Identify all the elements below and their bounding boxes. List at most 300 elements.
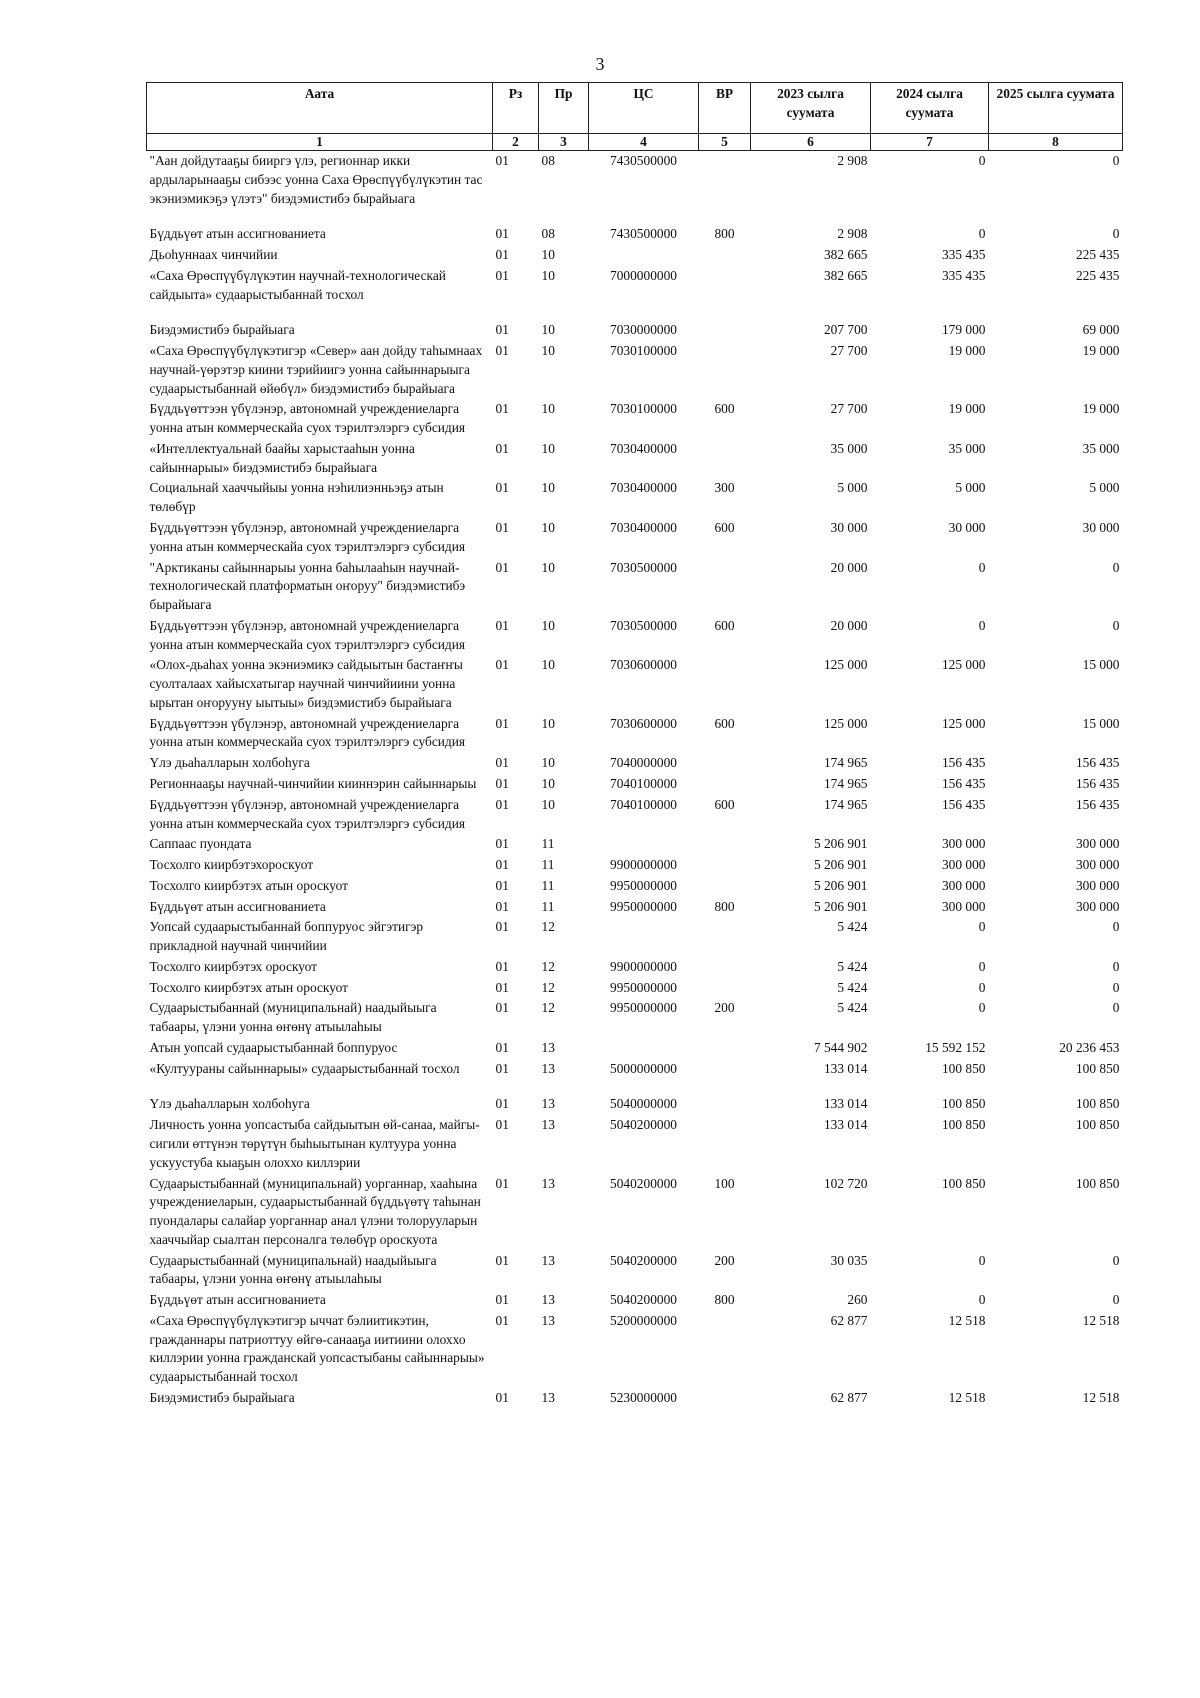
row-amount-2023: 27 700 [830,343,868,359]
row-rz-cell: 01 [495,755,509,771]
row-amount-2025: 0 [1112,919,1120,935]
row-name-cell: Судаарыстыбаннай (муниципальнай) уорганнар, хааһына учреждениеларын, судаарыстыбаннай бүддьүөтү таһынан пуондалары салайар уорганнар анал үлэни толорууларын хааччыйар сыалтан персоналга төлөбүр ороскуота [149,1175,481,1247]
table-row [147,266,1123,321]
row-vr-cell [699,655,751,713]
row-amount-2023: 5 206 901 [813,857,868,873]
row-rz-cell: 01 [495,1060,509,1076]
header-pr: Пр [539,83,589,134]
row-cs-cell: 7430500000 [610,153,677,168]
row-amount-2025: 300 000 [1075,857,1120,873]
row-amount-2025: 12 518 [1082,1389,1120,1405]
row-amount-2025: 100 850 [1075,1096,1120,1112]
row-cs-cell: 5040200000 [610,1117,677,1133]
column-number: 5 [699,134,751,151]
row-cs-cell: 5200000000 [610,1312,677,1328]
row-rz-cell: 01 [495,440,509,456]
row-amount-2024: 0 [978,1000,986,1016]
row-rz-cell: 01 [495,1039,509,1055]
row-name-cell: Биэдэмистибэ бырайыага [149,1389,295,1405]
table-row [147,1174,1123,1251]
row-pr-cell: 11 [541,836,555,852]
header-2024: 2024 сылга суумата [871,83,989,134]
row-rz-cell: 01 [495,617,509,633]
row-amount-2025: 69 000 [1082,322,1120,338]
row-amount-2025: 0 [1112,226,1120,242]
row-amount-2023: 5 206 901 [813,836,868,852]
row-rz-cell: 01 [495,1096,509,1112]
row-amount-2024: 156 435 [941,755,986,771]
column-number: 3 [539,134,589,151]
table-row [147,834,1123,855]
row-amount-2025: 20 236 453 [1059,1039,1120,1055]
row-name-cell: Саппаас пуондата [149,836,252,852]
row-name-cell: «Олох-дьаһах уонна экэниэмикэ сайдыытын бастаҥҥы суолталаах хайысхатыгар научнай чинчийиини уонна ырытан оҥорууну ыытыы» биэдэмистибэ бырайыага [149,657,463,710]
row-amount-2023: 102 720 [823,1175,868,1191]
row-amount-2024: 335 435 [941,247,986,263]
row-cs-cell: 5040200000 [610,1252,677,1268]
row-rz-cell: 01 [495,958,509,974]
row-pr-cell: 10 [541,247,555,263]
row-amount-2024: 12 518 [948,1312,986,1328]
row-pr-cell: 08 [541,153,555,168]
row-name-cell: Тосхолго киирбэтэх ороскуот [149,958,318,974]
row-name-cell: Тосхолго киирбэтэх атын ороскуот [149,979,348,995]
row-vr-cell [699,774,751,795]
row-vr-cell [699,753,751,774]
row-cs-cell: 7040100000 [610,796,677,812]
row-name-cell: Биэдэмистибэ бырайыага [149,322,295,338]
row-amount-2024: 5 000 [955,480,986,496]
row-rz-cell: 01 [495,322,509,338]
row-cs-cell: 9950000000 [610,898,677,914]
column-number: 6 [751,134,871,151]
row-cs-cell: 7030100000 [610,343,677,359]
row-name-cell: Тосхолго киирбэтэх атын ороскуот [149,877,348,893]
row-rz-cell: 01 [495,1117,509,1133]
row-vr-cell: 100 [714,1175,735,1191]
row-vr-cell [699,1311,751,1388]
row-name-cell: Судаарыстыбаннай (муниципальнай) наадыйыыга табаары, үлэни уонна өҥөнү атыылаһыы [149,1000,437,1035]
row-vr-cell [699,151,751,225]
row-cs-cell: 9900000000 [610,857,677,873]
row-name-cell: «Саха Өрөспүүбүлүкэтин научнай-технологическай сайдыыта» судаарыстыбаннай тосхол [149,267,446,302]
row-vr-cell [699,917,751,957]
row-vr-cell: 600 [714,520,735,536]
row-cs-cell: 7040100000 [610,775,677,791]
row-rz-cell: 01 [495,520,509,536]
row-amount-2023: 133 014 [823,1117,868,1133]
row-amount-2023: 5 206 901 [813,877,868,893]
row-pr-cell: 11 [541,877,555,893]
row-amount-2023: 30 035 [830,1252,868,1268]
row-vr-cell [699,320,751,341]
row-name-cell: Үлэ дьаһалларын холбоһуга [149,1096,310,1112]
row-amount-2024: 19 000 [948,401,986,417]
table-row [147,753,1123,774]
header-vr: ВР [699,83,751,134]
row-amount-2023: 5 000 [837,480,868,496]
column-number: 7 [871,134,989,151]
row-amount-2024: 0 [978,958,986,974]
row-amount-2023: 125 000 [823,657,868,673]
row-pr-cell: 10 [541,657,555,673]
row-amount-2023: 125 000 [823,715,868,731]
row-amount-2024: 100 850 [941,1175,986,1191]
row-amount-2023: 5 424 [837,979,868,995]
row-amount-2023: 260 [847,1292,868,1308]
row-pr-cell: 13 [541,1175,555,1191]
row-name-cell: «Саха Өрөспүүбүлүкэтигэр ыччат бэлиитикэтин, гражданнары патриоттуу өйгө-санааҕа иитиини олоххо киллэрии уонна гражданскай уопсастыбаны сайыннарыы» судаарыстыбаннай тосхол [149,1312,485,1385]
row-name-cell: Үлэ дьаһалларын холбоһуга [149,755,310,771]
row-vr-cell [699,1094,751,1115]
row-amount-2023: 62 877 [830,1389,868,1405]
row-amount-2025: 0 [1112,979,1120,995]
row-vr-cell [699,245,751,266]
row-rz-cell: 01 [495,267,509,283]
row-cs-cell: 9950000000 [610,979,677,995]
row-cs-cell [589,834,699,855]
row-amount-2025: 156 435 [1075,755,1120,771]
row-rz-cell: 01 [495,898,509,914]
table-row [147,478,1123,518]
row-cs-cell: 7030400000 [610,480,677,496]
column-number: 4 [589,134,699,151]
row-rz-cell: 01 [495,796,509,812]
row-pr-cell: 10 [541,520,555,536]
row-rz-cell: 01 [495,657,509,673]
row-amount-2025: 100 850 [1075,1117,1120,1133]
table-row [147,1059,1123,1095]
row-vr-cell [699,855,751,876]
row-name-cell: Бүддьүөттээн үбүлэнэр, автономнай учреждениеларга уонна атын коммерческайа суох тэрилтэлэргэ субсидия [149,401,466,436]
table-row [147,341,1123,399]
row-amount-2023: 27 700 [830,401,868,417]
row-vr-cell: 600 [714,715,735,731]
row-pr-cell: 11 [541,898,555,914]
row-amount-2023: 174 965 [823,755,868,771]
row-rz-cell: 01 [495,226,509,242]
row-amount-2025: 0 [1112,617,1120,633]
row-pr-cell: 10 [541,796,555,812]
row-name-cell: Бүддьүөттээн үбүлэнэр, автономнай учреждениеларга уонна атын коммерческайа суох тэрилтэлэргэ субсидия [149,617,466,652]
table-row [147,714,1123,754]
table-row [147,151,1123,225]
row-rz-cell: 01 [495,480,509,496]
table-row [147,399,1123,439]
row-amount-2025: 5 000 [1089,480,1120,496]
row-amount-2023: 7 544 902 [813,1039,868,1055]
header-cs: ЦС [589,83,699,134]
row-amount-2024: 12 518 [948,1389,986,1405]
row-amount-2024: 100 850 [941,1096,986,1112]
row-pr-cell: 10 [541,401,555,417]
row-rz-cell: 01 [495,1389,509,1405]
row-pr-cell: 10 [541,322,555,338]
row-amount-2024: 0 [978,226,986,242]
table-row [147,1290,1123,1311]
row-amount-2023: 2 908 [837,153,868,168]
row-rz-cell: 01 [495,1292,509,1308]
row-amount-2025: 300 000 [1075,877,1120,893]
row-cs-cell: 7430500000 [610,226,677,242]
row-name-cell: Тосхолго киирбэтэхороскуот [149,857,314,873]
row-pr-cell: 10 [541,715,555,731]
table-row [147,978,1123,999]
header-2025: 2025 сылга суумата [989,83,1123,134]
row-vr-cell: 200 [714,1000,735,1016]
row-amount-2025: 0 [1112,1292,1120,1308]
row-amount-2023: 30 000 [830,520,868,536]
row-pr-cell: 08 [541,226,555,242]
row-amount-2025: 19 000 [1082,401,1120,417]
column-number: 2 [493,134,539,151]
table-row [147,917,1123,957]
row-name-cell: «Интеллектуальнай баайы харыстааһын уонна сайыннарыы» биэдэмистибэ бырайыага [149,440,415,475]
table-row [147,1094,1123,1115]
row-amount-2023: 20 000 [830,559,868,575]
row-amount-2023: 382 665 [823,247,868,263]
table-row [147,320,1123,341]
row-pr-cell: 13 [541,1117,555,1133]
row-rz-cell: 01 [495,775,509,791]
row-rz-cell: 01 [495,247,509,263]
row-amount-2025: 100 850 [1075,1175,1120,1191]
table-row [147,774,1123,795]
table-row [147,957,1123,978]
row-cs-cell: 5000000000 [610,1060,677,1076]
row-amount-2023: 5 206 901 [813,898,868,914]
row-pr-cell: 13 [541,1312,555,1328]
table-row [147,518,1123,558]
row-vr-cell [699,876,751,897]
row-name-cell: Бүддьүөттээн үбүлэнэр, автономнай учреждениеларга уонна атын коммерческайа суох тэрилтэлэргэ субсидия [149,796,466,831]
row-name-cell: Атын уопсай судаарыстыбаннай боппуруос [149,1039,398,1055]
row-vr-cell [699,1059,751,1095]
row-name-cell: Личность уонна уопсастыба сайдыытын өй-санаа, майгы-сигили өттүнэн төрүтүн быһыытынан култуура уонна ускуустуба кыаҕын олоххо киллэрии [149,1117,480,1170]
row-amount-2024: 19 000 [948,343,986,359]
row-pr-cell: 12 [541,979,555,995]
row-vr-cell: 800 [714,898,735,914]
row-amount-2023: 174 965 [823,775,868,791]
row-pr-cell: 12 [541,919,555,935]
row-pr-cell: 10 [541,343,555,359]
table-row [147,224,1123,245]
table-row [147,1115,1123,1173]
row-cs-cell: 7030600000 [610,657,677,673]
row-rz-cell: 01 [495,919,509,935]
row-amount-2024: 0 [978,919,986,935]
row-amount-2023: 133 014 [823,1096,868,1112]
row-amount-2025: 300 000 [1075,836,1120,852]
row-pr-cell: 11 [541,857,555,873]
row-amount-2025: 300 000 [1075,898,1120,914]
row-rz-cell: 01 [495,401,509,417]
row-amount-2024: 179 000 [941,322,986,338]
row-pr-cell: 13 [541,1389,555,1405]
row-rz-cell: 01 [495,1000,509,1016]
row-name-cell: Бүддьүөттээн үбүлэнэр, автономнай учреждениеларга уонна атын коммерческайа суох тэрилтэлэргэ субсидия [149,715,466,750]
row-amount-2024: 300 000 [941,836,986,852]
row-amount-2024: 0 [978,153,986,168]
row-vr-cell [699,341,751,399]
row-amount-2024: 335 435 [941,267,986,283]
row-amount-2025: 100 850 [1075,1060,1120,1076]
table-row [147,1251,1123,1291]
header-2023: 2023 сылга суумата [751,83,871,134]
row-vr-cell: 300 [714,480,735,496]
row-cs-cell [589,917,699,957]
table-row [147,998,1123,1038]
row-name-cell: Дьоһуннаах чинчийии [149,247,278,263]
row-cs-cell [589,245,699,266]
row-cs-cell: 9950000000 [610,1000,677,1016]
row-cs-cell: 7030100000 [610,401,677,417]
table-row [147,855,1123,876]
row-amount-2023: 207 700 [823,322,868,338]
row-vr-cell [699,834,751,855]
table-row [147,897,1123,918]
table-row [147,558,1123,616]
row-amount-2023: 382 665 [823,267,868,283]
row-pr-cell: 13 [541,1252,555,1268]
row-name-cell: "Арктиканы сайыннарыы уонна баһылааһын научнай-технологическай платформатын оҥоруу" биэдэмистибэ бырайыага [149,559,466,613]
table-header [147,83,1123,151]
row-name-cell: Социальнай хааччыйыы уонна нэһилиэнньэҕэ атын төлөбүр [149,480,444,515]
row-amount-2025: 0 [1112,153,1120,168]
row-cs-cell [589,1038,699,1059]
row-amount-2023: 174 965 [823,796,868,812]
row-amount-2024: 156 435 [941,775,986,791]
row-amount-2024: 15 592 152 [925,1039,986,1055]
header-row [147,83,1123,134]
row-amount-2024: 300 000 [941,898,986,914]
row-pr-cell: 13 [541,1039,555,1055]
row-vr-cell [699,957,751,978]
row-cs-cell: 7030500000 [610,617,677,633]
row-vr-cell: 800 [714,1292,735,1308]
page-number: 3 [595,54,605,74]
row-vr-cell [699,266,751,321]
row-amount-2025: 12 518 [1082,1312,1120,1328]
row-name-cell: "Аан дойдутааҕы бииргэ үлэ, регионнар икки ардыларынааҕы сибээс уонна Саха Өрөспүүбүлүкэтин тас экэниэмикэҕэ үлэтэ" биэдэмистибэ бырайыага [149,153,483,206]
row-amount-2025: 0 [1112,1252,1120,1268]
column-number: 8 [989,134,1123,151]
row-vr-cell [699,439,751,479]
table-row [147,245,1123,266]
row-amount-2024: 300 000 [941,877,986,893]
table-row [147,616,1123,656]
row-pr-cell: 13 [541,1292,555,1308]
row-amount-2025: 0 [1112,559,1120,575]
header-name: Аата [147,83,493,134]
row-name-cell: Бүддьүөт атын ассигнованиета [149,1292,326,1308]
row-amount-2025: 15 000 [1082,715,1120,731]
row-pr-cell: 10 [541,440,555,456]
row-cs-cell: 5040000000 [610,1096,677,1112]
row-amount-2025: 30 000 [1082,520,1120,536]
row-rz-cell: 01 [495,1252,509,1268]
header-rz: Рз [493,83,539,134]
row-pr-cell: 12 [541,1000,555,1016]
row-amount-2024: 100 850 [941,1117,986,1133]
row-amount-2024: 125 000 [941,657,986,673]
row-vr-cell [699,1388,751,1409]
row-vr-cell [699,558,751,616]
row-amount-2023: 5 424 [837,919,868,935]
row-cs-cell: 5040200000 [610,1175,677,1191]
table-row [147,1388,1123,1409]
row-vr-cell: 800 [714,226,735,242]
row-vr-cell [699,1038,751,1059]
row-vr-cell: 600 [714,617,735,633]
row-amount-2025: 15 000 [1082,657,1120,673]
row-amount-2024: 0 [978,979,986,995]
row-amount-2025: 0 [1112,958,1120,974]
row-cs-cell: 7030500000 [610,559,677,575]
row-amount-2023: 35 000 [830,440,868,456]
row-amount-2024: 156 435 [941,796,986,812]
row-amount-2025: 35 000 [1082,440,1120,456]
row-cs-cell: 7030600000 [610,715,677,731]
row-pr-cell: 10 [541,267,555,283]
row-vr-cell [699,1115,751,1173]
row-vr-cell [699,978,751,999]
row-pr-cell: 10 [541,617,555,633]
row-name-cell: Регионнааҕы научнай-чинчийии кииннэрин сайыннарыы [149,775,477,791]
row-amount-2024: 0 [978,617,986,633]
row-rz-cell: 01 [495,1175,509,1191]
row-amount-2024: 300 000 [941,857,986,873]
row-name-cell: Бүддьүөт атын ассигнованиета [149,226,326,242]
row-amount-2025: 156 435 [1075,775,1120,791]
budget-table [146,82,1123,1409]
column-number-row [147,134,1123,151]
row-amount-2023: 62 877 [830,1312,868,1328]
table-row [147,876,1123,897]
row-cs-cell: 7040000000 [610,755,677,771]
row-rz-cell: 01 [495,343,509,359]
row-vr-cell: 600 [714,796,735,812]
row-amount-2023: 5 424 [837,1000,868,1016]
row-pr-cell: 10 [541,755,555,771]
row-amount-2025: 156 435 [1075,796,1120,812]
row-amount-2025: 225 435 [1075,247,1120,263]
row-pr-cell: 13 [541,1060,555,1076]
row-cs-cell: 9900000000 [610,958,677,974]
row-name-cell: «Саха Өрөспүүбүлүкэтигэр «Север» аан дойду таһымнаах научнай-үөрэтэр киини тэрийиигэ уонна сайыннарыыга судаарыстыбаннай өйөбүл» биэдэмистибэ бырайыага [149,343,483,396]
row-amount-2023: 2 908 [837,226,868,242]
row-amount-2024: 35 000 [948,440,986,456]
row-name-cell: Уопсай судаарыстыбаннай боппуруос эйгэтигэр прикладной научнай чинчийии [149,919,424,954]
row-amount-2023: 5 424 [837,958,868,974]
row-amount-2025: 19 000 [1082,343,1120,359]
table-row [147,439,1123,479]
row-amount-2024: 100 850 [941,1060,986,1076]
row-pr-cell: 10 [541,559,555,575]
row-rz-cell: 01 [495,1312,509,1328]
row-amount-2024: 0 [978,1252,986,1268]
table-body [147,151,1123,1409]
row-amount-2024: 0 [978,1292,986,1308]
row-rz-cell: 01 [495,979,509,995]
row-amount-2025: 225 435 [1075,267,1120,283]
table-row [147,655,1123,713]
row-name-cell: Бүддьүөттээн үбүлэнэр, автономнай учреждениеларга уонна атын коммерческайа суох тэрилтэлэргэ субсидия [149,520,466,554]
row-vr-cell: 600 [714,401,735,417]
row-rz-cell: 01 [495,857,509,873]
row-cs-cell: 5040200000 [610,1292,677,1308]
row-cs-cell: 7000000000 [610,267,677,283]
